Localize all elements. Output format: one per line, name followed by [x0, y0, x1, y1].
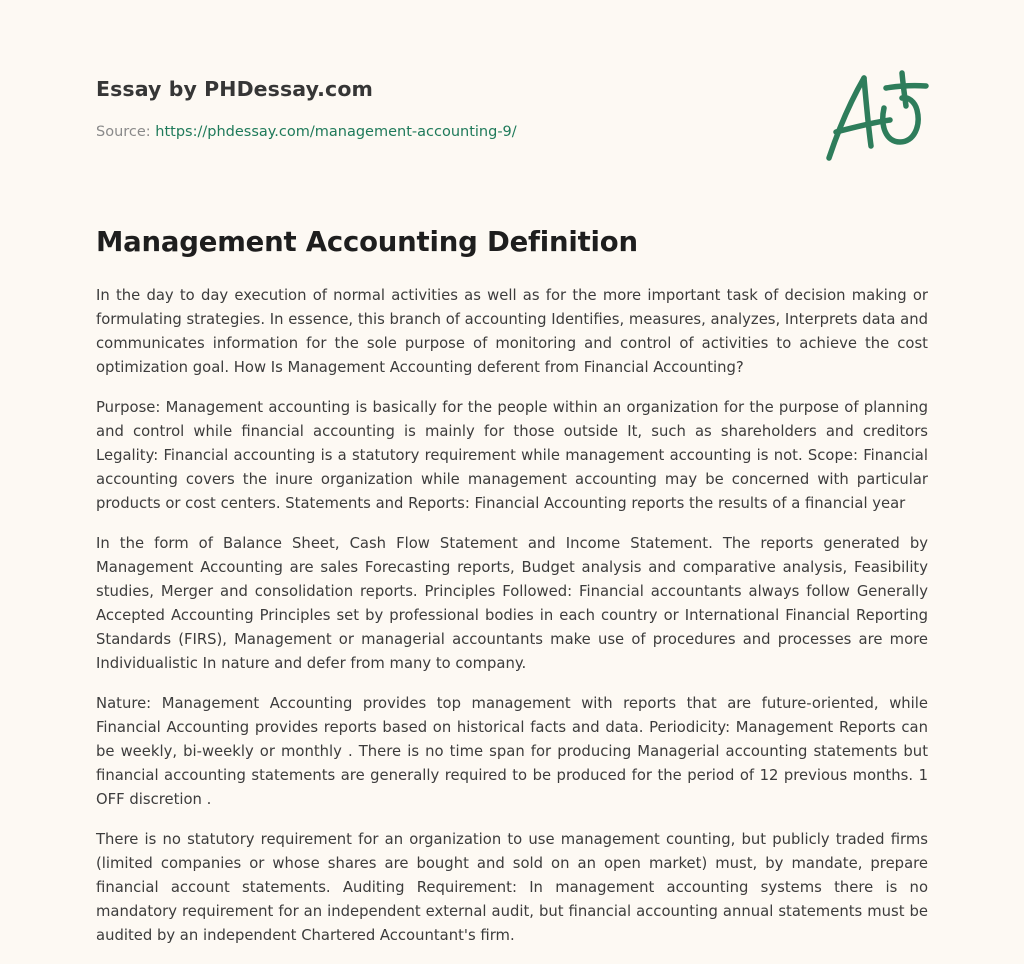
site-brand: Essay by PHDessay.com [96, 77, 373, 101]
paragraph: Purpose: Management accounting is basically for the people within an organization for the purpose of planning and control while financial accounting is mainly for those outside It, such as shareholders and creditors Legality: Financial accounting is a statutory requirement while management accounting is not. Scope: Financial accounting covers the inure organization while management accounting may be concerned with particular products or cost centers. Statements and Reports: Financial Accounting reports the results of a financial year [96, 399, 928, 512]
paragraph: In the form of Balance Sheet, Cash Flow Statement and Income Statement. The reports generated by Management Accounting are sales Forecasting reports, Budget analysis and comparative analysis, Feasibility studies, Merger and consolidation reports. Principles Followed: Financial accountants always follow Generally Accepted Accounting Principles set by professional bodies in each country or International Financial Reporting Standards (FIRS), Management or managerial accountants make use of procedures and processes are more Individualistic In nature and defer from many to company. [96, 535, 928, 672]
source-label: Source: [96, 124, 151, 140]
a-plus-logo-icon [822, 66, 932, 166]
source-line [96, 124, 517, 140]
paragraph: In the day to day execution of normal activities as well as for the more important task of decision making or formulating strategies. In essence, this branch of accounting Identifies, measures, analyzes, Interprets data and communicates information for the sole purpose of monitoring and control of activities to achieve the cost optimization goal. How Is Management Accounting deferent from Financial Accounting? [96, 287, 928, 376]
paragraph: There is no statutory requirement for an organization to use management counting, but publicly traded firms (limited companies or whose shares are bought and sold on an open market) must, by mandate, prepare financial account statements. Auditing Requirement: In management accounting systems there is no mandatory requirement for an independent external audit, but financial accounting annual statements must be audited by an independent Chartered Accountant's firm. [96, 831, 928, 944]
source-link[interactable]: https://phdessay.com/management-accounting-9/ [155, 124, 517, 140]
paragraph: Nature: Management Accounting provides top management with reports that are future-oriented, while Financial Accounting provides reports based on historical facts and data. Periodicity: Management Reports can be weekly, bi-weekly or monthly . There is no time span for producing Managerial accounting statements but financial accounting statements are generally required to be produced for the period of 12 previous months. 1 OFF discretion . [96, 695, 928, 808]
essay-title: Management Accounting Definition [96, 226, 638, 258]
essay-body [96, 284, 928, 964]
